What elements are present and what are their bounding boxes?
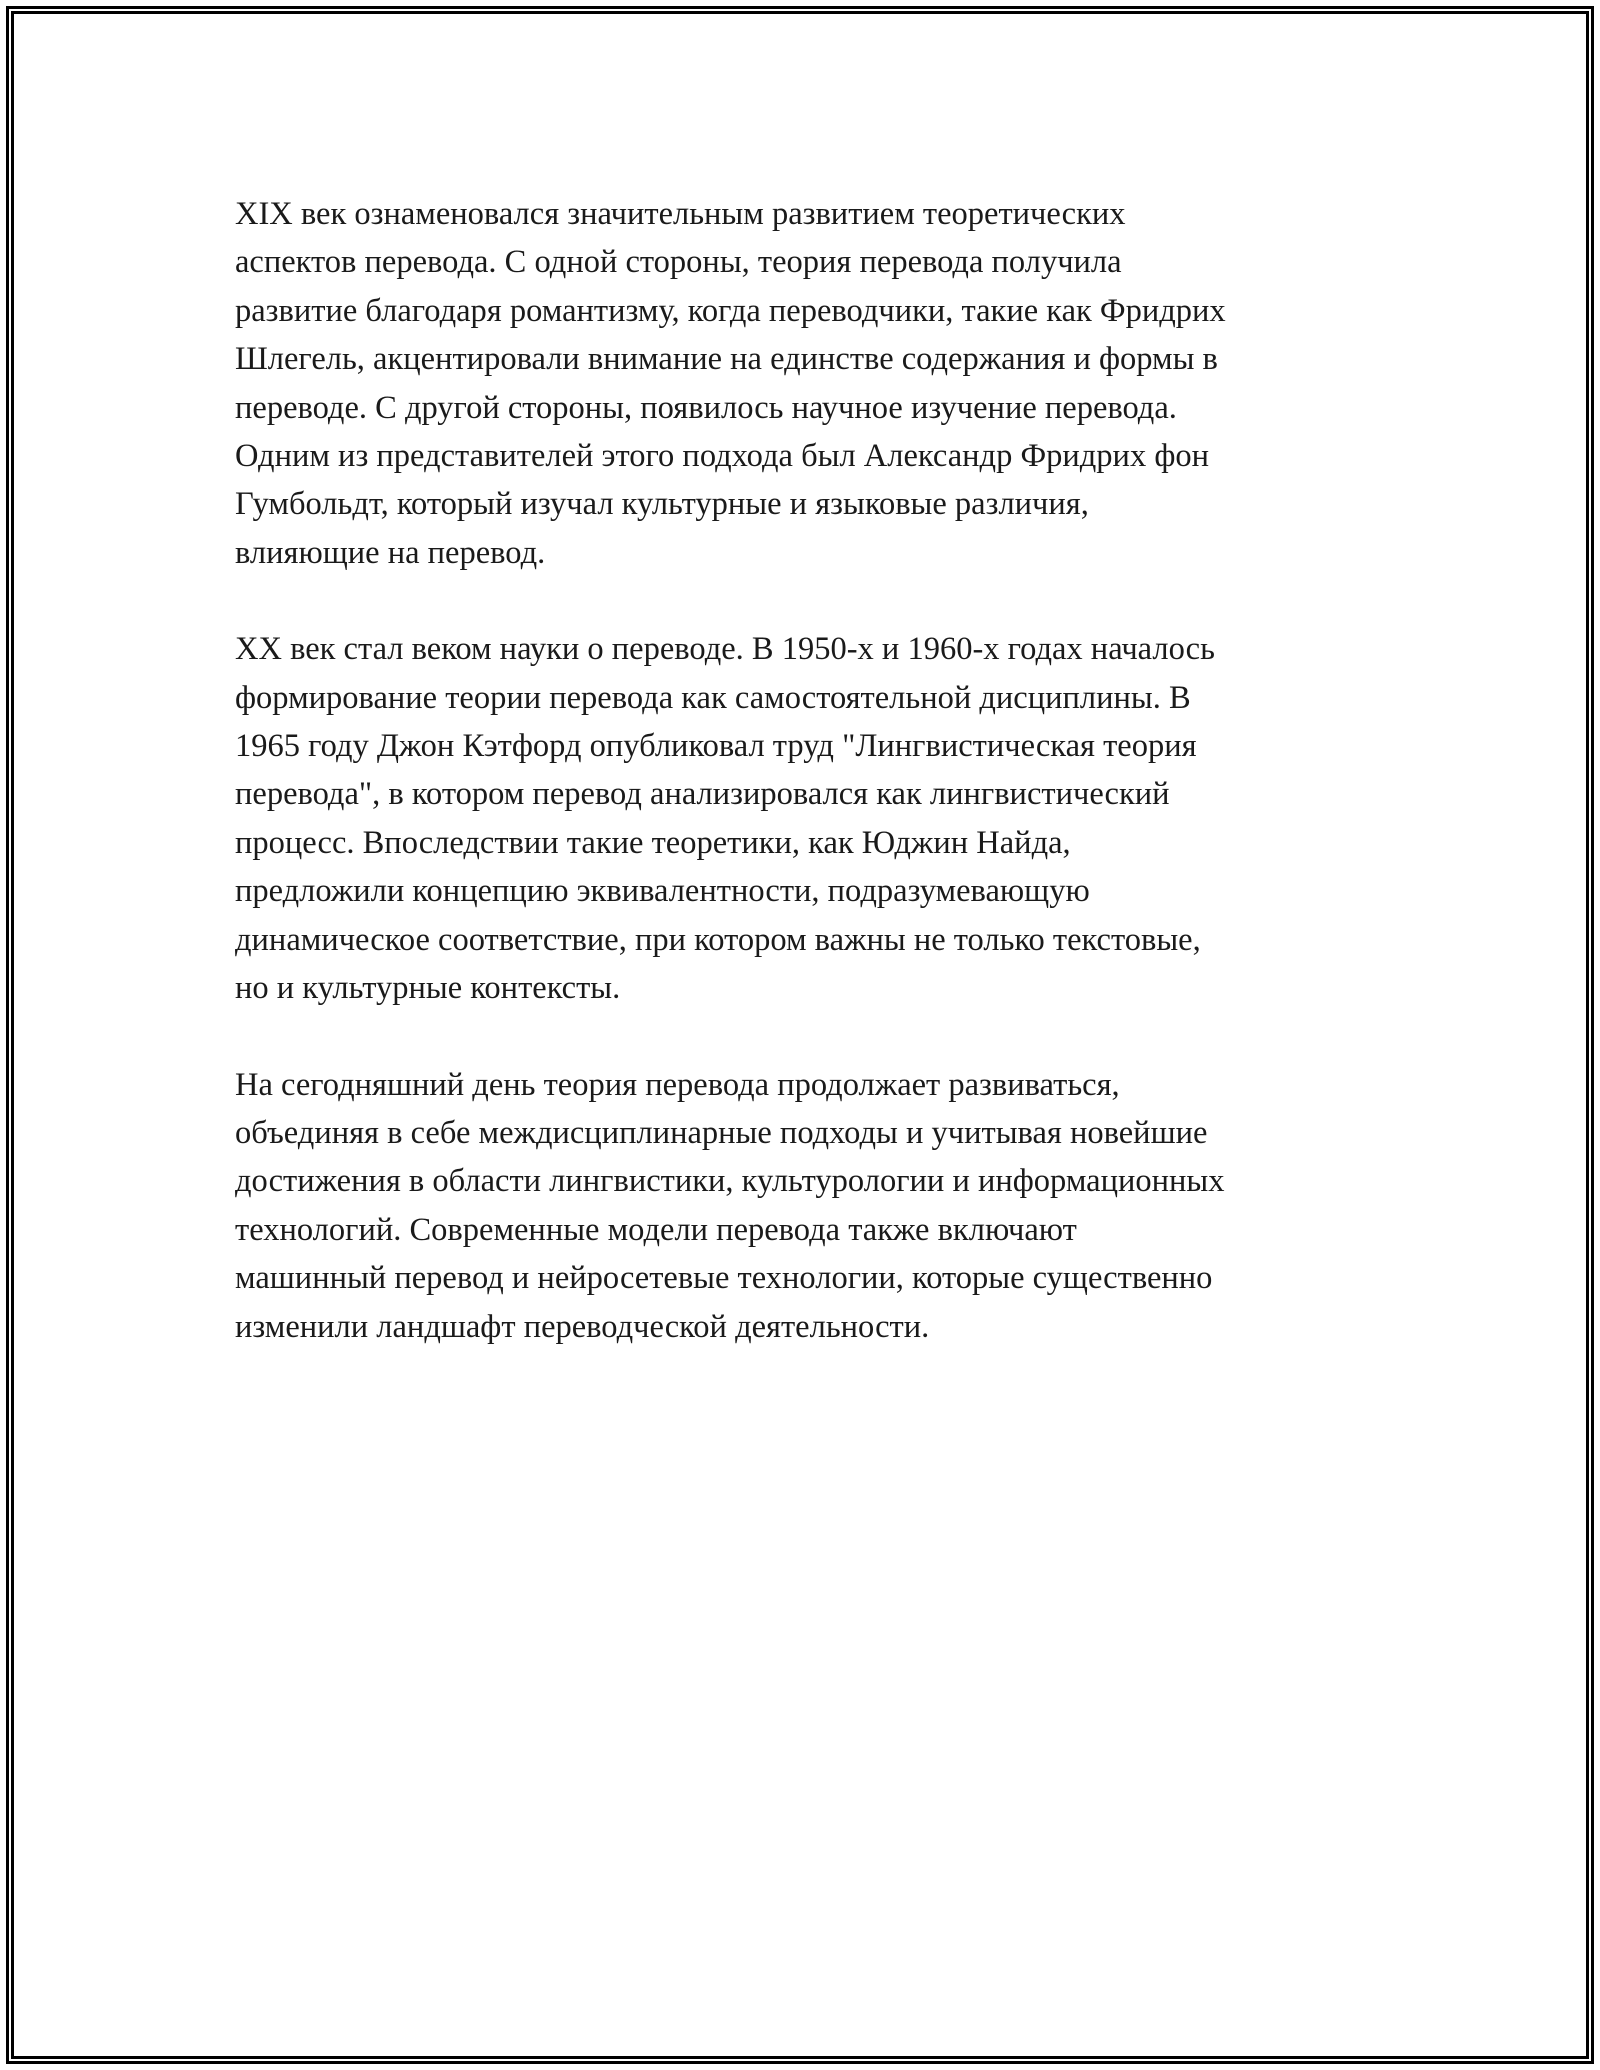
text-line: достижения в области лингвистики, культурологии и информационных [235,1163,1225,1200]
text-line: предложили концепцию эквивалентности, подразумевающую [235,873,1090,910]
text-line: развитие благодаря романтизму, когда переводчики, такие как Фридрих [235,292,1226,329]
text-line: но и культурные контексты. [235,970,621,1007]
text-line: перевода", в котором перевод анализировался как лингвистический [235,776,1170,813]
text-line: Гумбольдт, который изучал культурные и языковые различия, [235,486,1089,523]
text-line: влияющие на перевод. [235,534,546,571]
text-line: переводе. С другой стороны, появилось научное изучение перевода. [235,389,1177,426]
text-line: технологий. Современные модели перевода также включают [235,1211,1077,1248]
text-line: Шлегель, акцентировали внимание на единстве содержания и формы в [235,341,1218,378]
paragraph-20th-century [235,625,1395,1012]
text-line: На сегодняшний день теория перевода продолжает развиваться, [235,1066,1120,1103]
text-line: процесс. Впоследствии такие теоретики, как Юджин Найда, [235,824,1071,861]
text-line: XX век стал веком науки о переводе. В 1950-х и 1960-х годах началось [235,631,1215,668]
text-line: формирование теории перевода как самостоятельной дисциплины. В [235,679,1191,716]
text-line: объединяя в себе междисциплинарные подходы и учитывая новейшие [235,1114,1208,1151]
text-line: XIX век ознаменовался значительным развитием теоретических [235,196,1126,232]
document-body [235,190,1395,1399]
text-line: 1965 году Джон Кэтфорд опубликовал труд "Лингвистическая теория [235,728,1197,765]
paragraph-19th-century [235,190,1395,577]
paragraph-present-day [235,1061,1395,1351]
text-line: машинный перевод и нейросетевые технологии, которые существенно [235,1260,1213,1297]
text-line: изменили ландшафт переводческой деятельности. [235,1308,930,1345]
text-line: динамическое соответствие, при котором важны не только текстовые, [235,921,1201,958]
text-line: аспектов перевода. С одной стороны, теория перевода получила [235,244,1122,281]
text-line: Одним из представителей этого подхода был Александр Фридрих фон [235,438,1210,475]
